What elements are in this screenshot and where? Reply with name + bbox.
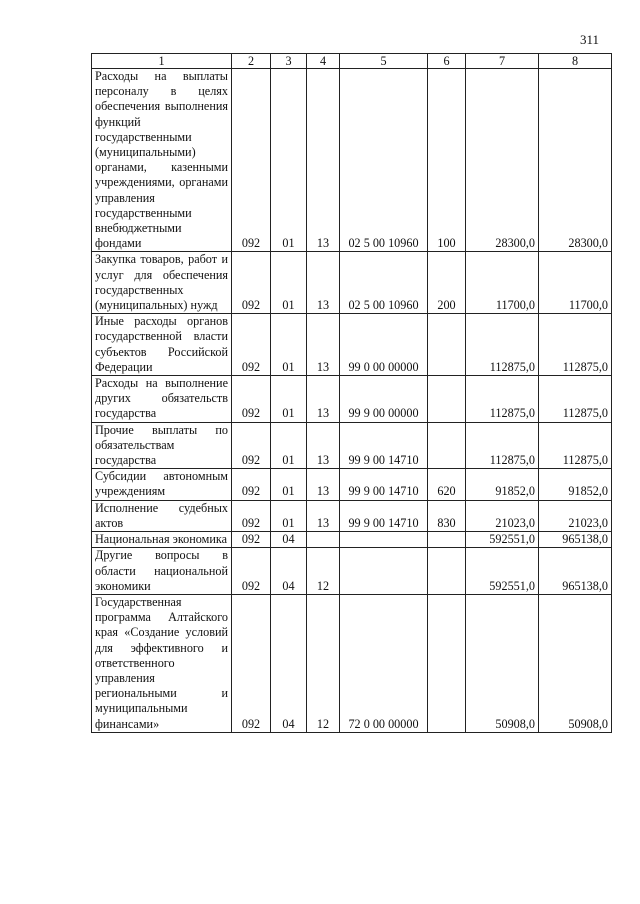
expense-type-code: 620	[428, 469, 466, 500]
table-row	[92, 376, 612, 423]
expense-type-code	[428, 594, 466, 732]
table-row	[92, 422, 612, 469]
amount-col7: 112875,0	[466, 422, 539, 469]
section-code: 04	[271, 594, 307, 732]
table-row	[92, 532, 612, 548]
amount-col7: 91852,0	[466, 469, 539, 500]
row-name: Закупка товаров, работ и услуг для обеспечения государственных (муниципальных) нужд	[92, 252, 232, 314]
adm-code: 092	[232, 548, 271, 595]
subsection-code: 12	[307, 594, 340, 732]
subsection-code: 13	[307, 500, 340, 531]
adm-code: 092	[232, 314, 271, 376]
section-code: 01	[271, 422, 307, 469]
table-row	[92, 548, 612, 595]
amount-col7: 112875,0	[466, 314, 539, 376]
adm-code: 092	[232, 376, 271, 423]
adm-code: 092	[232, 69, 271, 252]
subsection-code: 13	[307, 376, 340, 423]
page-number: 311	[580, 32, 600, 47]
target-code: 99 9 00 14710	[340, 500, 428, 531]
amount-col8: 112875,0	[539, 422, 612, 469]
adm-code: 092	[232, 469, 271, 500]
amount-col8: 50908,0	[539, 594, 612, 732]
table-row	[92, 252, 612, 314]
subsection-code: 13	[307, 69, 340, 252]
amount-col8: 11700,0	[539, 252, 612, 314]
amount-col8: 112875,0	[539, 314, 612, 376]
col-header: 5	[340, 54, 428, 69]
subsection-code: 13	[307, 469, 340, 500]
target-code: 72 0 00 00000	[340, 594, 428, 732]
row-name: Субсидии автономным учреждениям	[92, 469, 232, 500]
subsection-code	[307, 532, 340, 548]
amount-col7: 11700,0	[466, 252, 539, 314]
section-code: 01	[271, 314, 307, 376]
amount-col8: 91852,0	[539, 469, 612, 500]
header-row	[92, 54, 612, 69]
adm-code: 092	[232, 252, 271, 314]
subsection-code: 13	[307, 422, 340, 469]
row-name: Национальная экономика	[92, 532, 232, 548]
target-code	[340, 532, 428, 548]
expense-type-code	[428, 314, 466, 376]
target-code: 99 0 00 00000	[340, 314, 428, 376]
expense-type-code	[428, 548, 466, 595]
amount-col8: 21023,0	[539, 500, 612, 531]
amount-col8: 28300,0	[539, 69, 612, 252]
adm-code: 092	[232, 532, 271, 548]
section-code: 01	[271, 69, 307, 252]
row-name: Другие вопросы в области национальной экономики	[92, 548, 232, 595]
row-name: Иные расходы органов государственной власти субъектов Российской Федерации	[92, 314, 232, 376]
col-header: 6	[428, 54, 466, 69]
amount-col7: 50908,0	[466, 594, 539, 732]
row-name: Расходы на выполнение других обязательств государства	[92, 376, 232, 423]
section-code: 01	[271, 500, 307, 531]
section-code: 04	[271, 532, 307, 548]
section-code: 01	[271, 376, 307, 423]
adm-code: 092	[232, 500, 271, 531]
amount-col8: 112875,0	[539, 376, 612, 423]
target-code: 99 9 00 14710	[340, 422, 428, 469]
expense-type-code: 200	[428, 252, 466, 314]
table-row	[92, 69, 612, 252]
amount-col7: 592551,0	[466, 548, 539, 595]
row-name: Государственная программа Алтайского края «Создание условий для эффективного и ответственного управления региональными и муниципальными финансами»	[92, 594, 232, 732]
section-code: 01	[271, 252, 307, 314]
target-code: 02 5 00 10960	[340, 252, 428, 314]
target-code	[340, 548, 428, 595]
row-name: Прочие выплаты по обязательствам государства	[92, 422, 232, 469]
col-header: 7	[466, 54, 539, 69]
section-code: 04	[271, 548, 307, 595]
expense-type-code	[428, 532, 466, 548]
col-header: 2	[232, 54, 271, 69]
subsection-code: 12	[307, 548, 340, 595]
adm-code: 092	[232, 594, 271, 732]
col-header: 8	[539, 54, 612, 69]
amount-col7: 21023,0	[466, 500, 539, 531]
amount-col7: 112875,0	[466, 376, 539, 423]
section-code: 01	[271, 469, 307, 500]
target-code: 99 9 00 00000	[340, 376, 428, 423]
adm-code: 092	[232, 422, 271, 469]
col-header: 3	[271, 54, 307, 69]
target-code: 02 5 00 10960	[340, 69, 428, 252]
col-header: 1	[92, 54, 232, 69]
amount-col8: 965138,0	[539, 532, 612, 548]
table-row	[92, 594, 612, 732]
budget-table	[91, 53, 612, 733]
table-row	[92, 469, 612, 500]
table-row	[92, 314, 612, 376]
expense-type-code	[428, 376, 466, 423]
amount-col8: 965138,0	[539, 548, 612, 595]
expense-type-code: 830	[428, 500, 466, 531]
subsection-code: 13	[307, 252, 340, 314]
expense-type-code: 100	[428, 69, 466, 252]
target-code: 99 9 00 14710	[340, 469, 428, 500]
row-name: Расходы на выплаты персоналу в целях обеспечения выполнения функций государственными (муниципальными) органами, казенными учреждениями, органами управления государственными внебюджетными фондами	[92, 69, 232, 252]
subsection-code: 13	[307, 314, 340, 376]
table-row	[92, 500, 612, 531]
col-header: 4	[307, 54, 340, 69]
amount-col7: 28300,0	[466, 69, 539, 252]
row-name: Исполнение судебных актов	[92, 500, 232, 531]
expense-type-code	[428, 422, 466, 469]
amount-col7: 592551,0	[466, 532, 539, 548]
